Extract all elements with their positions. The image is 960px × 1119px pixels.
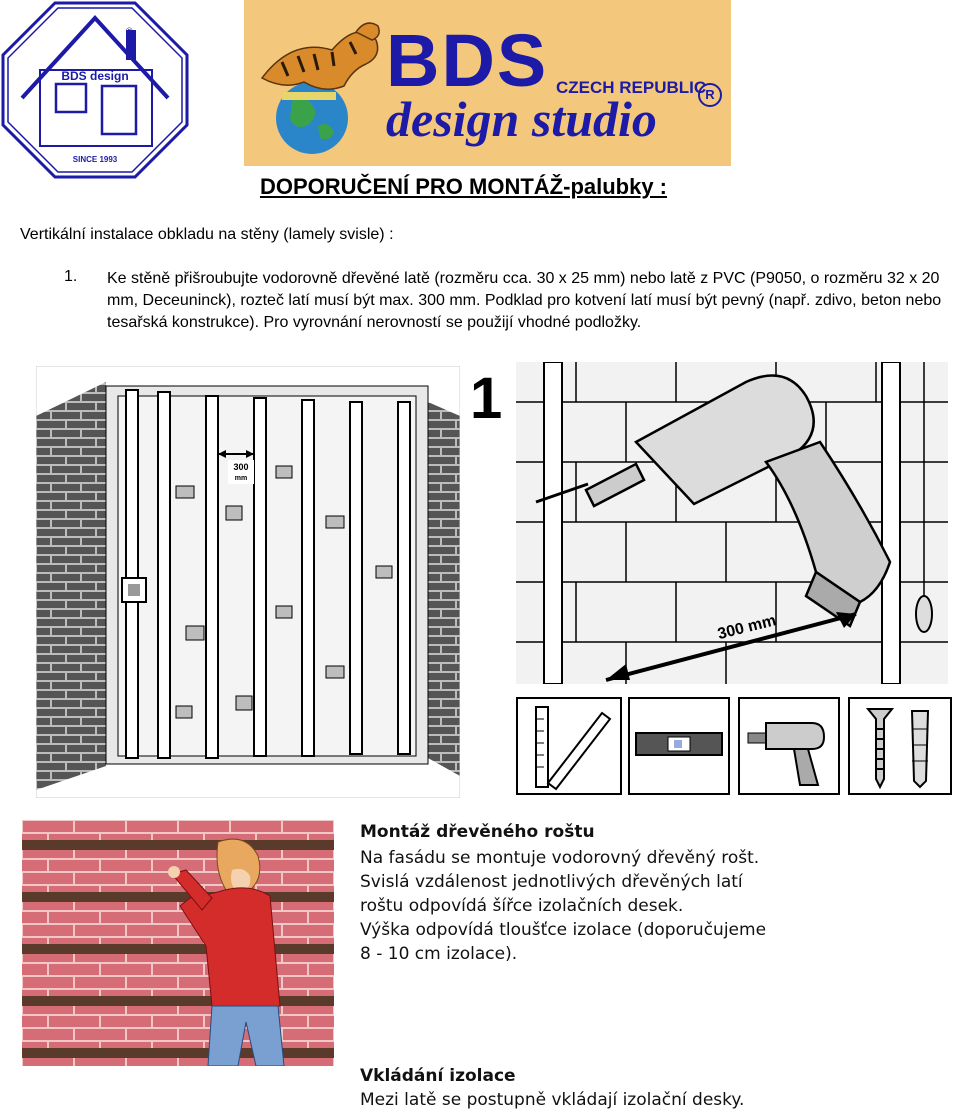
batten-wall-illustration (36, 366, 460, 798)
logo-registered-mark: ® (126, 26, 133, 36)
figure-number: 1 (470, 366, 503, 431)
bds-design-logo (0, 0, 190, 180)
bds-studio-banner (244, 0, 731, 166)
spirit-level-icon (628, 697, 730, 795)
spacing-label-number: 300 (233, 462, 249, 472)
page-title: DOPORUČENÍ PRO MONTÁŽ-palubky : (260, 174, 668, 199)
frame-section-title: Montáž dřevěného roštu (360, 822, 595, 842)
step-number: 1. (64, 268, 78, 285)
logo-since: SINCE 1993 (72, 155, 118, 164)
drill-wall-illustration (516, 362, 948, 684)
facade-frame-illustration (22, 820, 334, 1066)
spacing-label-unit: mm (234, 475, 248, 482)
frame-line-2: Svislá vzdálenost jednotlivých dřevěných latí (360, 872, 743, 892)
spacing-label-arrow: 300 mm (715, 612, 778, 644)
brand-country: CZECH REPUBLIC (556, 78, 707, 97)
registered-mark: R (698, 83, 722, 107)
frame-line-3: roštu odpovídá šířce izolačních desek. (360, 896, 684, 916)
frame-line-1: Na fasádu se montuje vodorovný dřevěný rošt. (360, 848, 760, 868)
tiger-globe-icon (252, 6, 392, 160)
insulation-section-title: Vkládání izolace (360, 1066, 516, 1086)
logo-text: BDS design (61, 69, 129, 83)
screw-and-anchor-icon (848, 697, 952, 795)
brand-design-studio: design studio (386, 91, 657, 147)
frame-line-4: Výška odpovídá tloušťce izolace (doporučujeme (360, 920, 767, 940)
insulation-section-text: Mezi latě se postupně vkládají izolační desky. (360, 1090, 745, 1110)
frame-line-5: 8 - 10 cm izolace). (360, 944, 518, 964)
drill-icon (738, 697, 840, 795)
section-subtitle: Vertikální instalace obkladu na stěny (lamely svisle) : (20, 226, 394, 243)
folding-ruler-icon (516, 697, 622, 795)
step-text: Ke stěně přišroubujte vodorovně dřevěné latě (rozměru cca. 30 x 25 mm) nebo latě z PVC (P9050, o rozměru 32 x 20 mm, Deceuninck), rozteč latí musí být max. 300 mm. Podklad pro kotvení latí musí být pevný (např. zdivo, beton nebo tesařská konstrukce). Pro vyrovnání nerovností se použijí vhodné podložky. (107, 270, 942, 331)
frame-section-text (360, 846, 766, 966)
brand-bds: BDS (386, 19, 549, 102)
